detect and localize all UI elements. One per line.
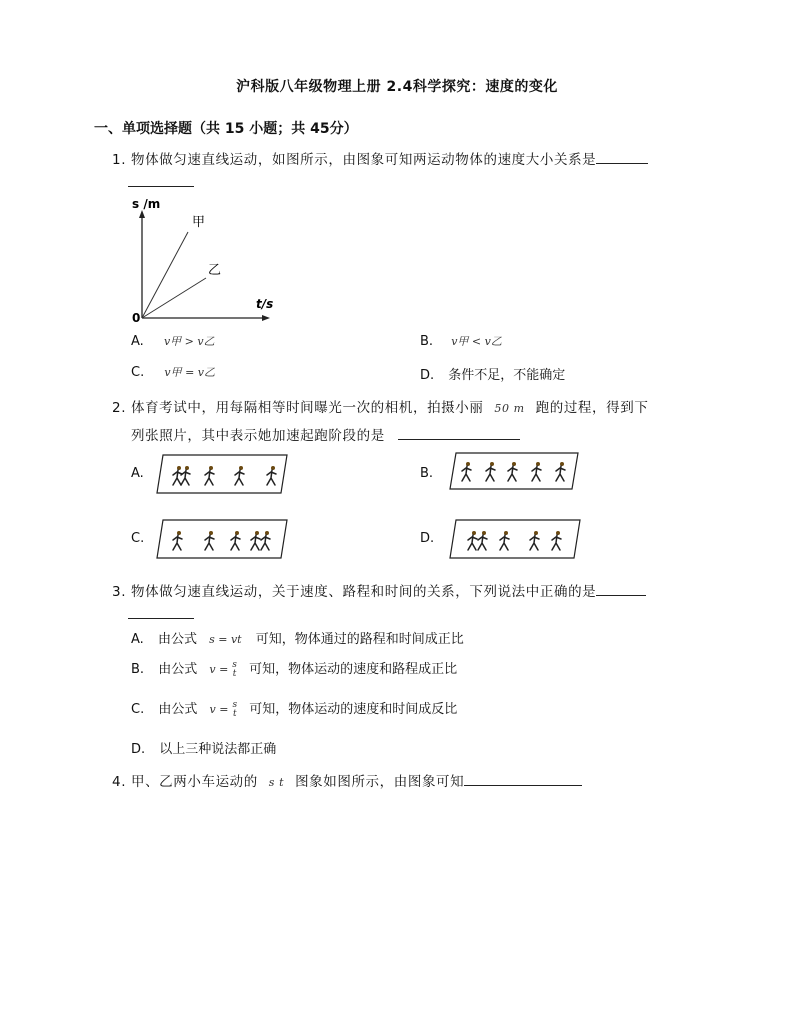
option-label: C. <box>131 702 145 717</box>
q2-option-b-label[interactable]: B. <box>420 466 434 481</box>
formula-lhs: v = <box>209 703 229 716</box>
question-4-stem: 4. 甲、乙两小车运动的 <box>112 774 258 790</box>
q1-option-b[interactable] <box>420 333 502 349</box>
section-heading: 一、单项选择题（共 15 小题；共 45分） <box>94 121 358 137</box>
answer-blank[interactable] <box>596 581 646 596</box>
answer-blank[interactable] <box>596 149 648 164</box>
formula-lhs: v = <box>209 663 229 676</box>
question-2-stem-end: 列张照片，其中表示她加速起跑阶段的是 <box>131 428 385 444</box>
y-axis-label: s /m <box>132 197 161 211</box>
option-expression: v甲 = v乙 <box>164 366 215 379</box>
x-axis-arrow <box>262 315 270 321</box>
formula-fraction <box>232 661 237 679</box>
formula-fraction <box>232 701 237 719</box>
q1-distance-time-graph <box>128 196 278 326</box>
option-text: 条件不足，不能确定 <box>448 368 566 383</box>
q2-photo-d[interactable] <box>448 518 582 560</box>
option-label: D. <box>131 742 146 757</box>
q3-option-c[interactable] <box>131 698 457 719</box>
option-label: B. <box>131 662 145 677</box>
question-4-text <box>112 770 582 790</box>
q2-option-c-label[interactable]: C. <box>131 531 145 546</box>
question-2-stem-continued: 跑的过程，得到下 <box>535 400 649 416</box>
answer-blank-continued[interactable] <box>128 604 194 619</box>
y-axis-arrow <box>139 210 145 218</box>
question-1-stem: 1. 物体做匀速直线运动，如图所示，由图象可知两运动物体的速度大小关系是 <box>112 152 597 168</box>
fraction-numerator: s <box>232 659 237 670</box>
question-2-line-2 <box>131 424 520 444</box>
x-axis-label: t/s <box>256 297 274 311</box>
question-4-stem-continued: 图象如图所示，由图象可知 <box>295 774 465 790</box>
line-yi-label: 乙 <box>208 263 222 278</box>
option-label: B. <box>420 334 434 349</box>
option-label: C. <box>131 365 145 380</box>
fraction-numerator: s <box>232 699 238 710</box>
option-label: A. <box>131 334 144 349</box>
option-text: 可知，物体运动的速度和时间成反比 <box>249 702 458 717</box>
option-text: 以上三种说法都正确 <box>159 742 277 757</box>
line-jia-label: 甲 <box>192 215 206 230</box>
line-yi <box>142 278 206 318</box>
fraction-denominator: t <box>232 708 237 719</box>
q1-option-a[interactable] <box>131 333 215 349</box>
q3-option-d[interactable] <box>131 738 276 757</box>
question-3-text <box>112 580 646 600</box>
question-2-line-1 <box>112 396 648 416</box>
q2-option-d-label[interactable]: D. <box>420 531 435 546</box>
option-prefix: 由公式 <box>158 702 198 717</box>
graph-axes-label: s t <box>268 776 285 789</box>
q3-option-a[interactable] <box>131 628 464 647</box>
q2-photo-b[interactable] <box>448 451 580 491</box>
answer-blank-continued[interactable] <box>128 172 194 187</box>
q3-option-b[interactable] <box>131 658 457 679</box>
option-expression: v甲 < v乙 <box>451 335 502 348</box>
option-prefix: 由公式 <box>158 662 198 677</box>
q2-photo-c[interactable] <box>155 518 289 560</box>
origin-label: 0 <box>132 311 141 325</box>
q1-option-d[interactable] <box>420 364 565 383</box>
q2-photo-a[interactable] <box>155 453 289 495</box>
page-title: 沪科版八年级物理上册 2.4科学探究：速度的变化 <box>236 79 558 95</box>
option-label: A. <box>131 632 144 647</box>
option-prefix: 由公式 <box>157 632 197 647</box>
q2-option-a-label[interactable]: A. <box>131 466 144 481</box>
line-jia <box>142 232 188 318</box>
question-2-stem: 2. 体育考试中，用每隔相等时间曝光一次的相机，拍摄小丽 <box>112 400 484 416</box>
formula: s = vt <box>209 633 242 646</box>
option-label: D. <box>420 368 435 383</box>
question-3-stem: 3. 物体做匀速直线运动，关于速度、路程和时间的关系，下列说法中正确的是 <box>112 584 597 600</box>
option-expression: v甲 > v乙 <box>163 335 215 348</box>
answer-blank[interactable] <box>398 425 520 440</box>
distance-value: 50 m <box>494 402 525 415</box>
question-1-text <box>112 148 648 168</box>
option-text: 可知，物体运动的速度和路程成正比 <box>249 662 458 677</box>
answer-blank[interactable] <box>464 771 582 786</box>
fraction-denominator: t <box>232 668 237 679</box>
option-text: 可知，物体通过的路程和时间成正比 <box>255 632 464 647</box>
q1-option-c[interactable] <box>131 364 215 380</box>
